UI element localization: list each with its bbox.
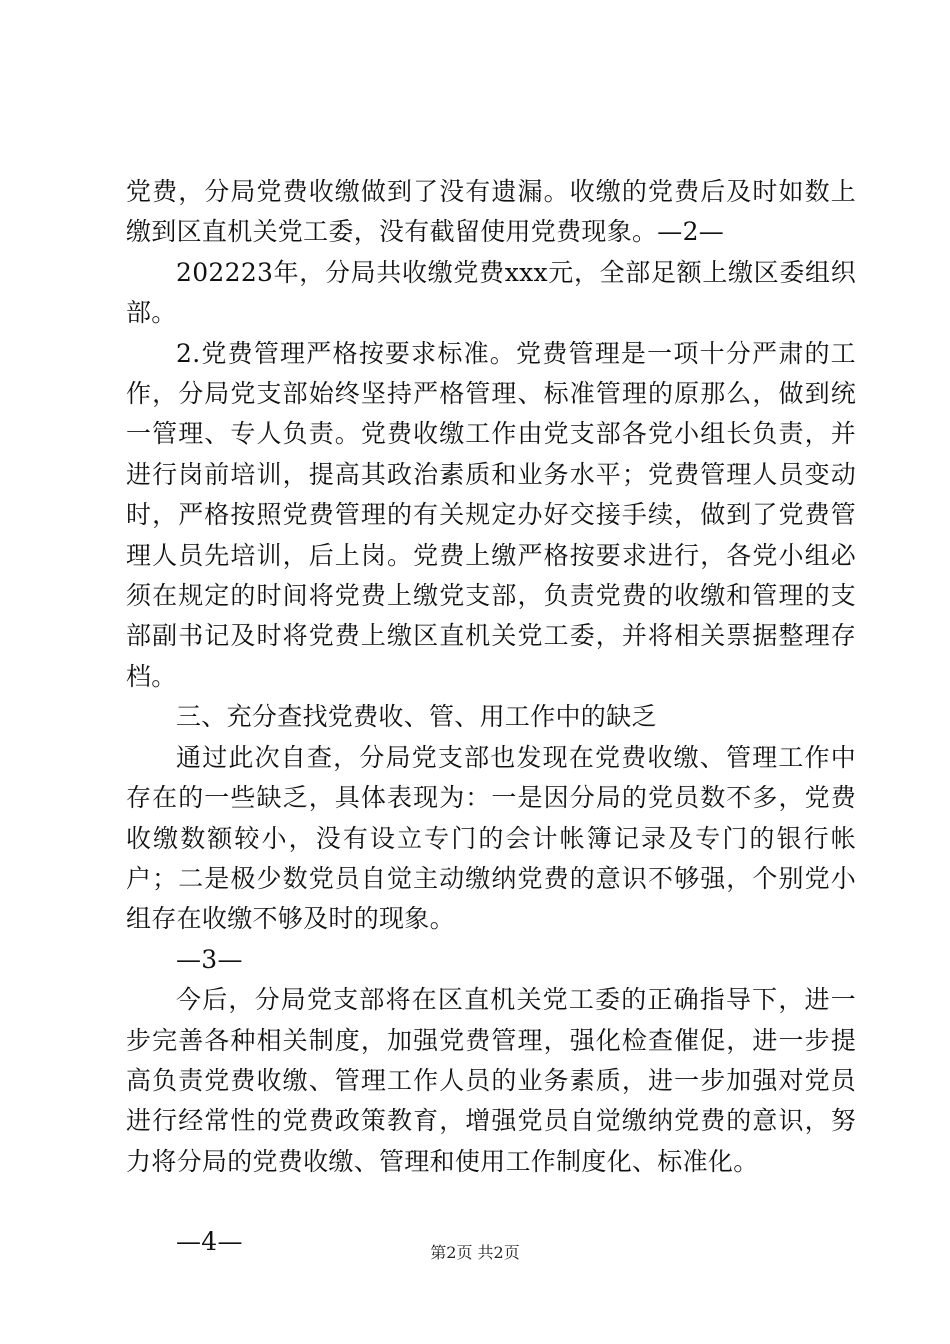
page-footer: 第2页 共2页 [430,1243,520,1262]
page-marker-3: —3— [176,944,243,974]
paragraph-fee-management: 2.党费管理严格按要求标准。党费管理是一项十分严肃的工作，分局党支部始终坚持严格管理、标准管理的原那么，做到统一管理、专人负责。党费收缴工作由党支部各党小组长负责，并进行岗前培训，提高其政治素质和业务水平；党费管理人员变动时，严格按照党费管理的有关规定办好交接手续，做到了党费管理人员先培训，后上岗。党费上缴严格按要求进行，各党小组必须在规定的时间将党费上缴党支部，负责党费的收缴和管理的支部副书记及时将党费上缴区直机关党工委，并将相关票据整理存档。 [126,338,856,691]
paragraph-shortcomings: 通过此次自查，分局党支部也发现在党费收缴、管理工作中存在的一些缺乏，具体表现为：一是因分局的党员数不多，党费收缴数额较小，没有设立专门的会计帐簿记录及专门的银行帐户；二是极少数党员自觉主动缴纳党费的意识不够强，个别党小组存在收缴不够及时的现象。 [126,742,856,934]
page-marker-4: —4— [176,1227,243,1257]
paragraph-continuation: 党费，分局党费收缴做到了没有遗漏。收缴的党费后及时如数上缴到区直机关党工委，没有截留使用党费现象。—2— [126,177,856,247]
paragraph-future-plan: 今后，分局党支部将在区直机关党工委的正确指导下，进一步完善各种相关制度，加强党费管理，强化检查催促，进一步提高负责党费收缴、管理工作人员的业务素质，进一步加强对党员进行经常性的党费政策教育，增强党员自觉缴纳党费的意识，努力将分局的党费收缴、管理和使用工作制度化、标准化。 [126,985,856,1176]
blank-line [126,1182,856,1222]
document-body [126,172,856,1263]
paragraph-fee-total: 202223年，分局共收缴党费xxx元，全部足额上缴区委组织部。 [126,257,856,328]
section-heading-shortcomings: 三、充分查找党费收、管、用工作中的缺乏 [176,702,657,732]
